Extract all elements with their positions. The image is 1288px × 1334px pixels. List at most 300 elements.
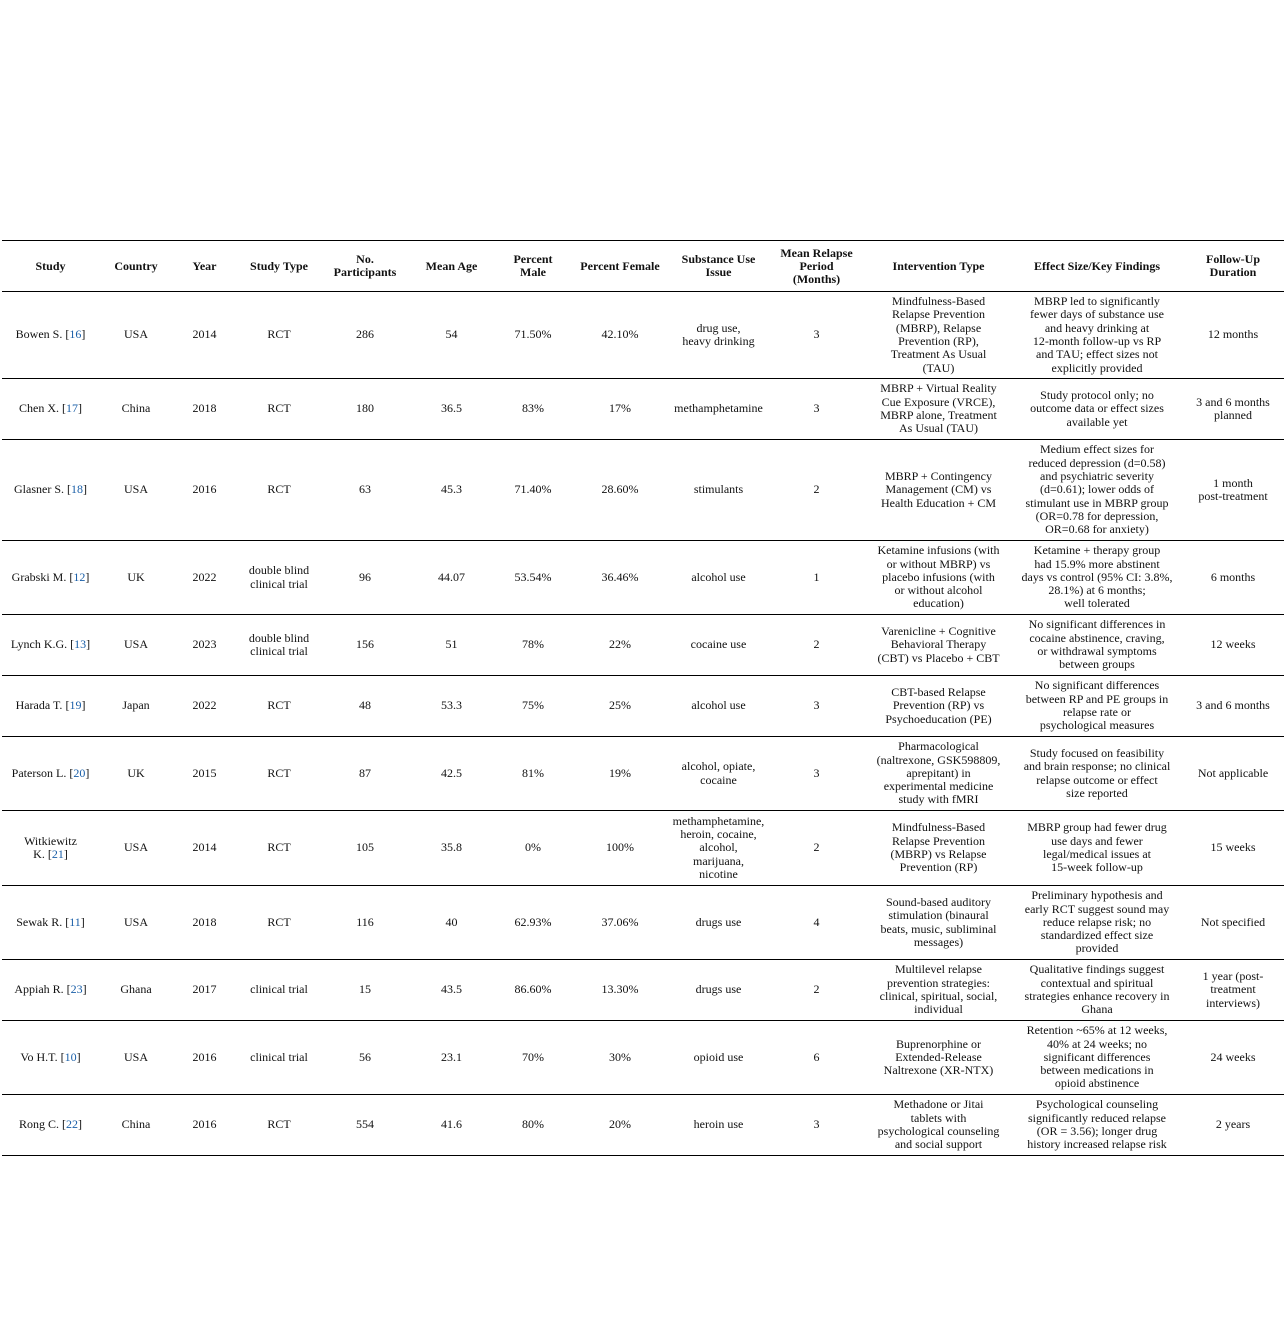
substance-value: methamphetamine, heroin, cocaine, alcohol, marijuana, nicotine [672, 813, 765, 881]
substance-value: drug use, heavy drinking [682, 320, 755, 348]
mean-age-value: 23.1 [441, 1049, 462, 1064]
citation-link[interactable]: 21 [51, 847, 64, 861]
findings-value: Psychological counseling significantly reduced relapse (OR = 3.56); longer drug history increased relapse risk [1027, 1097, 1167, 1152]
cell-mean-age [408, 440, 495, 541]
year-value: 2018 [192, 914, 217, 929]
relapse-period-value: 3 [813, 765, 820, 780]
cell-country [99, 541, 173, 615]
cell-study: Harada T. [19] [15, 698, 86, 713]
study-author: Rong C. [18, 1117, 59, 1132]
table-row [2, 886, 1284, 960]
percent-male-value: 78% [522, 637, 544, 652]
table-row [2, 737, 1284, 811]
year-value: 2015 [192, 765, 217, 780]
cell-study-type [236, 737, 322, 811]
cell-percent-male [495, 811, 571, 886]
percent-male-value: 62.93% [514, 914, 552, 929]
percent-female-value: 13.30% [601, 982, 639, 997]
cell-participants [322, 737, 408, 811]
cell-followup [1182, 960, 1284, 1021]
cell-intervention [865, 1021, 1012, 1095]
cell-substance [669, 811, 768, 886]
intervention-value: MBRP + Virtual Reality Cue Exposure (VRCE), MBRP alone, Treatment As Usual (TAU) [880, 381, 997, 436]
participants-value: 180 [356, 401, 374, 416]
study-author: Vo H.T. [20, 1049, 58, 1064]
cell-percent-female [571, 541, 669, 615]
findings-value: Medium effect sizes for reduced depression (d=0.58) and psychiatric severity (d=0.61); lower odds of stimulant use in MBRP group (OR=0.78 for depression, OR=0.68 for anxiety) [1025, 442, 1169, 537]
year-value: 2023 [192, 637, 217, 652]
cell-participants [322, 1021, 408, 1095]
mean-age-value: 44.07 [438, 569, 465, 584]
intervention-value: Buprenorphine or Extended-Release Naltrexone (XR-NTX) [883, 1036, 994, 1078]
cell-country [99, 676, 173, 737]
cell-relapse-period [768, 541, 865, 615]
relapse-period-value: 2 [813, 482, 820, 497]
cell-relapse-period [768, 292, 865, 379]
findings-value: Study protocol only; no outcome data or effect sizes available yet [1030, 388, 1164, 429]
table-row [2, 292, 1284, 379]
year-value: 2016 [192, 482, 217, 497]
table-row [2, 379, 1284, 440]
mean-age-value: 54 [445, 327, 458, 342]
study-type-value: RCT [267, 1117, 291, 1132]
cell-percent-male [495, 960, 571, 1021]
header-followup: Follow-Up Duration [1206, 252, 1260, 279]
year-value: 2016 [192, 1049, 217, 1064]
followup-value: 12 months [1207, 327, 1259, 342]
followup-value: 15 weeks [1210, 840, 1256, 855]
cell-followup [1182, 379, 1284, 440]
year-value: 2022 [192, 698, 217, 713]
percent-male-value: 83% [522, 401, 544, 416]
cell-relapse-period [768, 886, 865, 960]
header-intervention: Intervention Type [892, 258, 985, 273]
country-value: USA [123, 914, 148, 929]
cell-percent-female [571, 1095, 669, 1156]
cell-year [173, 292, 236, 379]
substance-value: stimulants [693, 482, 744, 497]
mean-age-value: 36.5 [441, 401, 462, 416]
cell-country [99, 615, 173, 676]
citation-link[interactable]: 10 [64, 1049, 77, 1064]
cell-substance [669, 379, 768, 440]
cell-mean-age [408, 292, 495, 379]
intervention-value: Varenicline + Cognitive Behavioral Therapy (CBT) vs Placebo + CBT [877, 624, 1000, 665]
cell-percent-male [495, 1021, 571, 1095]
percent-male-value: 53.54% [514, 569, 552, 584]
cell-findings [1012, 615, 1182, 676]
participants-value: 48 [359, 698, 371, 713]
cell-percent-female [571, 292, 669, 379]
cell-year [173, 811, 236, 886]
cell-findings [1012, 541, 1182, 615]
cell-study: Sewak R. [11] [16, 914, 85, 929]
relapse-period-value: 3 [813, 327, 820, 342]
cell-intervention [865, 737, 1012, 811]
cell-findings [1012, 960, 1182, 1021]
cell-intervention [865, 886, 1012, 960]
study-type-value: RCT [267, 698, 291, 713]
cell-percent-female [571, 615, 669, 676]
cell-findings [1012, 811, 1182, 886]
cell-year [173, 541, 236, 615]
intervention-value: Multilevel relapse prevention strategies: clinical, spiritual, social, individual [879, 962, 998, 1017]
percent-female-value: 25% [609, 698, 631, 713]
header-percent-male: Percent Male [513, 252, 553, 279]
cell-year [173, 1095, 236, 1156]
cell-percent-male [495, 440, 571, 541]
year-value: 2017 [192, 982, 217, 997]
cell-participants [322, 811, 408, 886]
percent-male-value: 71.50% [514, 327, 552, 342]
findings-value: Ketamine + therapy group had 15.9% more abstinent days vs control (95% CI: 3.8%, 28.1%) at 6 months; well tolerated [1021, 543, 1173, 611]
cell-study: Rong C. [22] [18, 1117, 82, 1132]
relapse-period-value: 2 [813, 840, 820, 855]
cell-percent-male [495, 379, 571, 440]
cell-substance [669, 615, 768, 676]
cell-study-type [236, 886, 322, 960]
study-type-value: RCT [267, 914, 291, 929]
cell-percent-male [495, 292, 571, 379]
table-body [2, 292, 1284, 1156]
cell-participants [322, 292, 408, 379]
percent-female-value: 36.46% [601, 569, 639, 584]
table-row [2, 440, 1284, 541]
findings-value: Study focused on feasibility and brain response; no clinical relapse outcome or effect size reported [1023, 745, 1171, 800]
study-type-value: RCT [267, 840, 291, 855]
study-author: Sewak R. [16, 914, 63, 929]
percent-male-value: 86.60% [514, 982, 552, 997]
study-type-value: clinical trial [250, 1049, 308, 1064]
cell-study-type [236, 676, 322, 737]
cell-intervention [865, 1095, 1012, 1156]
cell-findings [1012, 379, 1182, 440]
intervention-value: Pharmacological (naltrexone, GSK598809, aprepitant) in experimental medicine study with fMRI [876, 739, 1001, 807]
cell-country [99, 811, 173, 886]
cell-mean-age [408, 379, 495, 440]
cell-country [99, 440, 173, 541]
mean-age-value: 53.3 [441, 698, 462, 713]
country-value: USA [123, 840, 148, 855]
cell-relapse-period [768, 960, 865, 1021]
percent-male-value: 81% [522, 765, 544, 780]
substance-value: drugs use [695, 914, 742, 929]
cell-participants [322, 379, 408, 440]
intervention-value: Sound-based auditory stimulation (binaural beats, music, subliminal messages) [880, 894, 997, 949]
cell-followup [1182, 1021, 1284, 1095]
citation-link[interactable]: 11 [69, 914, 81, 929]
cell-substance [669, 886, 768, 960]
relapse-period-value: 4 [813, 914, 820, 929]
percent-male-value: 80% [522, 1117, 544, 1132]
citation-link[interactable]: 20 [73, 765, 86, 780]
participants-value: 286 [356, 327, 374, 342]
header-row [2, 241, 1284, 292]
study-author: Witkiewitz K. [24, 833, 77, 861]
cell-country [99, 960, 173, 1021]
citation-link[interactable]: 17 [66, 401, 78, 416]
cell-relapse-period [768, 737, 865, 811]
country-value: USA [123, 482, 148, 497]
cell-study: Vo H.T. [10] [20, 1049, 81, 1064]
cell-substance [669, 1021, 768, 1095]
intervention-value: CBT-based Relapse Prevention (RP) vs Psychoeducation (PE) [885, 685, 992, 726]
cell-relapse-period [768, 1021, 865, 1095]
study-author: Grabski M. [11, 569, 67, 584]
country-value: USA [123, 637, 148, 652]
cell-intervention [865, 292, 1012, 379]
cell-relapse-period [768, 811, 865, 886]
relapse-period-value: 1 [813, 569, 820, 584]
citation-link[interactable]: 12 [73, 569, 86, 584]
cell-followup [1182, 1095, 1284, 1156]
cell-participants [322, 615, 408, 676]
citation-link[interactable]: 16 [69, 327, 82, 342]
cell-followup [1182, 615, 1284, 676]
cell-substance [669, 440, 768, 541]
citation-link[interactable]: 23 [70, 982, 83, 997]
cell-findings [1012, 440, 1182, 541]
followup-value: Not applicable [1197, 765, 1269, 780]
followup-value: 6 months [1210, 569, 1256, 584]
cell-year [173, 886, 236, 960]
followup-value: 2 years [1215, 1117, 1251, 1132]
study-author: Chen X. [19, 401, 59, 416]
table-row [2, 676, 1284, 737]
cell-percent-male [495, 615, 571, 676]
percent-male-value: 75% [522, 698, 544, 713]
substance-value: alcohol use [691, 569, 746, 584]
participants-value: 15 [359, 982, 371, 997]
study-type-value: RCT [267, 482, 291, 497]
substance-value: heroin use [693, 1117, 744, 1132]
cell-country [99, 737, 173, 811]
country-value: Ghana [120, 982, 152, 997]
intervention-value: MBRP + Contingency Management (CM) vs Health Education + CM [880, 469, 997, 510]
followup-value: 1 year (post- treatment interviews) [1202, 969, 1264, 1010]
table-row [2, 1095, 1284, 1156]
relapse-period-value: 2 [813, 982, 820, 997]
country-value: USA [123, 327, 148, 342]
year-value: 2014 [192, 327, 217, 342]
participants-value: 116 [356, 914, 374, 929]
study-author: Bowen S. [15, 327, 63, 342]
citation-link[interactable]: 22 [66, 1117, 78, 1132]
substance-value: alcohol, opiate, cocaine [681, 759, 756, 787]
relapse-period-value: 6 [813, 1049, 820, 1064]
table-row [2, 811, 1284, 886]
cell-mean-age [408, 960, 495, 1021]
participants-value: 63 [359, 482, 371, 497]
cell-year [173, 615, 236, 676]
study-type-value: double blind clinical trial [248, 563, 310, 591]
mean-age-value: 42.5 [441, 765, 462, 780]
header-participants: No. Participants [333, 252, 397, 279]
cell-percent-female [571, 886, 669, 960]
cell-followup [1182, 737, 1284, 811]
findings-value: MBRP led to significantly fewer days of substance use and heavy drinking at 12-month follow-up vs RP and TAU; effect sizes not explicitly provided [1030, 294, 1164, 375]
percent-male-value: 0% [525, 840, 541, 855]
cell-country [99, 292, 173, 379]
followup-value: 24 weeks [1210, 1049, 1256, 1064]
cell-participants [322, 960, 408, 1021]
intervention-value: Mindfulness-Based Relapse Prevention (MBRP), Relapse Prevention (RP), Treatment As Usual (TAU) [890, 294, 987, 375]
cell-followup [1182, 676, 1284, 737]
cell-study: Paterson L. [20] [11, 765, 90, 780]
cell-relapse-period [768, 1095, 865, 1156]
cell-percent-male [495, 1095, 571, 1156]
year-value: 2016 [192, 1117, 217, 1132]
followup-value: 3 and 6 months [1196, 698, 1270, 713]
cell-substance [669, 541, 768, 615]
participants-value: 96 [359, 569, 371, 584]
cell-participants [322, 1095, 408, 1156]
cell-mean-age [408, 1021, 495, 1095]
study-author: Paterson L. [11, 765, 67, 780]
country-value: Japan [122, 698, 150, 713]
cell-mean-age [408, 676, 495, 737]
cell-year [173, 676, 236, 737]
percent-female-value: 28.60% [601, 482, 639, 497]
cell-study-type [236, 1021, 322, 1095]
percent-female-value: 20% [609, 1117, 631, 1132]
percent-female-value: 22% [609, 637, 631, 652]
cell-country [99, 379, 173, 440]
percent-female-value: 100% [606, 840, 634, 855]
followup-value: Not specified [1200, 914, 1266, 929]
cell-country [99, 1021, 173, 1095]
cell-mean-age [408, 737, 495, 811]
cell-study: Appiah R. [23] [14, 982, 87, 997]
cell-study: Witkiewitz K. [21] [24, 833, 77, 861]
percent-female-value: 30% [609, 1049, 631, 1064]
findings-value: No significant differences in cocaine abstinence, craving, or withdrawal symptoms between groups [1028, 617, 1166, 672]
substance-value: drugs use [695, 982, 742, 997]
percent-male-value: 70% [522, 1049, 544, 1064]
substance-value: alcohol use [691, 698, 746, 713]
cell-percent-male [495, 886, 571, 960]
header-study: Study [35, 258, 66, 273]
cell-percent-female [571, 676, 669, 737]
cell-relapse-period [768, 440, 865, 541]
intervention-value: Ketamine infusions (with or without MBRP) vs placebo infusions (with or without alcohol education) [877, 543, 1000, 611]
cell-followup [1182, 811, 1284, 886]
mean-age-value: 40 [445, 914, 458, 929]
cell-study-type [236, 960, 322, 1021]
cell-followup [1182, 440, 1284, 541]
year-value: 2022 [192, 569, 217, 584]
cell-substance [669, 960, 768, 1021]
cell-substance [669, 737, 768, 811]
cell-relapse-period [768, 379, 865, 440]
relapse-period-value: 3 [813, 698, 820, 713]
cell-study-type [236, 811, 322, 886]
study-type-value: RCT [267, 327, 291, 342]
cell-study-type [236, 541, 322, 615]
header-findings: Effect Size/Key Findings [1034, 258, 1160, 273]
findings-value: Retention ~65% at 12 weeks, 40% at 24 weeks; no significant differences between medications in opioid abstinence [1026, 1023, 1168, 1091]
cell-percent-female [571, 811, 669, 886]
year-value: 2018 [192, 401, 217, 416]
followup-value: 12 weeks [1210, 637, 1256, 652]
header-study-type: Study Type [250, 258, 308, 273]
intervention-value: Methadone or Jitai tablets with psychological counseling and social support [877, 1097, 1000, 1152]
cell-relapse-period [768, 615, 865, 676]
findings-value: MBRP group had fewer drug use days and fewer legal/medical issues at 15-week follow-up [1027, 820, 1167, 875]
citation-link[interactable]: 19 [69, 698, 82, 713]
study-type-value: double blind clinical trial [248, 630, 310, 658]
cell-mean-age [408, 615, 495, 676]
cell-study-type [236, 292, 322, 379]
participants-value: 156 [356, 637, 374, 652]
cell-followup [1182, 886, 1284, 960]
citation-link[interactable]: 18 [71, 482, 83, 497]
cell-intervention [865, 676, 1012, 737]
participants-value: 87 [359, 765, 371, 780]
cell-percent-female [571, 440, 669, 541]
studies-table [2, 240, 1284, 1156]
table-row [2, 615, 1284, 676]
followup-value: 1 month post-treatment [1198, 475, 1268, 503]
relapse-period-value: 3 [813, 1117, 820, 1132]
country-value: China [121, 401, 151, 416]
year-value: 2014 [192, 840, 217, 855]
cell-substance [669, 676, 768, 737]
followup-value: 3 and 6 months planned [1196, 394, 1270, 422]
country-value: UK [127, 765, 145, 780]
study-author: Harada T. [15, 698, 63, 713]
cell-year [173, 1021, 236, 1095]
substance-value: cocaine use [690, 637, 747, 652]
cell-year [173, 737, 236, 811]
cell-study: Lynch K.G. [13] [10, 637, 91, 652]
header-year: Year [192, 258, 217, 273]
cell-study-type [236, 615, 322, 676]
percent-male-value: 71.40% [514, 482, 552, 497]
mean-age-value: 35.8 [441, 840, 462, 855]
findings-value: Qualitative findings suggest contextual and spiritual strategies enhance recovery in Ghana [1024, 962, 1170, 1017]
cell-percent-male [495, 541, 571, 615]
substance-value: methamphetamine [674, 401, 763, 416]
cell-participants [322, 440, 408, 541]
country-value: China [121, 1117, 151, 1132]
findings-value: No significant differences between RP and PE groups in relapse rate or psychological measures [1025, 678, 1169, 733]
cell-year [173, 960, 236, 1021]
participants-value: 105 [356, 840, 374, 855]
cell-intervention [865, 379, 1012, 440]
percent-female-value: 17% [609, 401, 631, 416]
cell-study: Glasner S. [18] [14, 482, 87, 497]
cell-study: Chen X. [17] [19, 401, 82, 416]
mean-age-value: 43.5 [441, 982, 462, 997]
cell-country [99, 1095, 173, 1156]
percent-female-value: 19% [609, 765, 631, 780]
cell-followup [1182, 541, 1284, 615]
cell-mean-age [408, 1095, 495, 1156]
cell-percent-female [571, 737, 669, 811]
study-type-value: RCT [267, 401, 291, 416]
cell-findings [1012, 886, 1182, 960]
study-author: Appiah R. [14, 982, 64, 997]
relapse-period-value: 2 [813, 637, 820, 652]
cell-study-type [236, 1095, 322, 1156]
table-row [2, 960, 1284, 1021]
mean-age-value: 45.3 [441, 482, 462, 497]
cell-participants [322, 541, 408, 615]
cell-intervention [865, 960, 1012, 1021]
citation-link[interactable]: 13 [74, 637, 87, 652]
study-type-value: clinical trial [250, 982, 308, 997]
